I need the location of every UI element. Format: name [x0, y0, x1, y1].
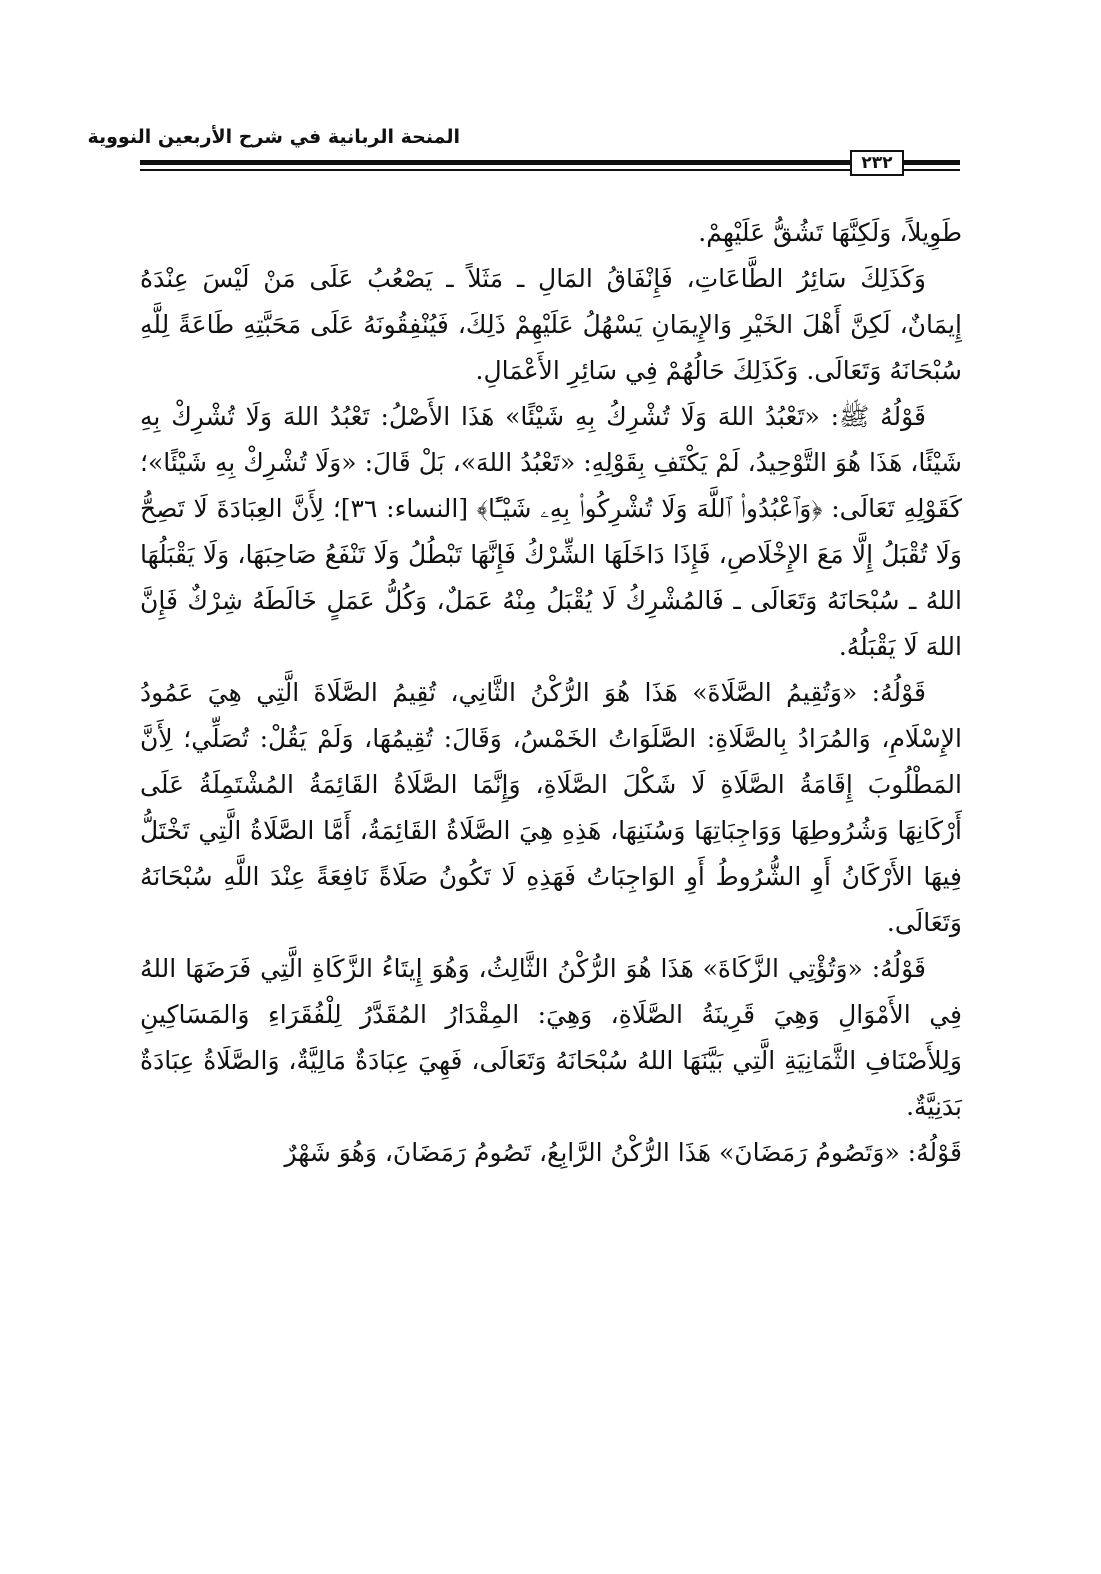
- paragraph: قَوْلُهُ: «وَتُؤْتِي الزَّكَاةَ» هَذَا هُوَ الرُّكْنُ الثَّالِثُ، وَهُوَ إِيتَاءُ الزَّكَاةِ الَّتِي فَرَضَهَا اللهُ فِي الأَمْوَالِ وَهِيَ قَرِينَةُ الصَّلَاةِ، وَهِيَ: المِقْدَارُ المُقَدَّرُ لِلْفُقَرَاءِ وَالمَسَاكِينِ وَلِلأَصْنَافِ الثَّمَانِيَةِ الَّتِي بَيَّنَهَا اللهُ سُبْحَانَهُ وَتَعَالَى، فَهِيَ عِبَادَةٌ مَالِيَّةٌ، وَالصَّلَاةُ عِبَادَةٌ بَدَنِيَّةٌ.: [140, 954, 962, 1121]
- paragraph: قَوْلُهُ ﷺ: «تَعْبُدُ اللهَ وَلَا تُشْرِكُ بِهِ شَيْئًا» هَذَا الأَصْلُ: تَعْبُدُ اللهَ وَلَا تُشْرِكْ بِهِ شَيْئًا، هَذَا هُوَ التَّوْحِيدُ، لَمْ يَكْتَفِ بِقَوْلِهِ: «تَعْبُدُ اللهَ»، بَلْ قَالَ: «وَلَا تُشْرِكْ بِهِ شَيْئًا»؛ كَقَوْلِهِ تَعَالَى: ﴿وَٱعْبُدُوا۟ ٱللَّهَ وَلَا تُشْرِكُوا۟ بِهِۦ شَيْـًٔا﴾ [النساء: ٣٦]؛ لِأَنَّ العِبَادَةَ لَا تَصِحُّ وَلَا تُقْبَلُ إِلَّا مَعَ الإِخْلَاصِ، فَإِذَا دَاخَلَهَا الشِّرْكُ فَإِنَّهَا تَبْطُلُ وَلَا تَنْفَعُ صَاحِبَهَا، وَلَا يَقْبَلُهَا اللهُ ـ سُبْحَانَهُ وَتَعَالَى ـ فَالمُشْرِكُ لَا يُقْبَلُ مِنْهُ عَمَلٌ، وَكُلُّ عَمَلٍ خَالَطَهُ شِرْكٌ فَإِنَّ اللهَ لَا يَقْبَلُهُ.: [140, 402, 962, 661]
- header-tab-thick: [904, 160, 960, 165]
- paragraph: قَوْلُهُ: «وَتَصُومُ رَمَضَانَ» هَذَا الرُّكْنُ الرَّابِعُ، تَصُومُ رَمَضَانَ، وَهُوَ شَهْرٌ: [284, 1138, 962, 1167]
- paragraph: وَكَذَلِكَ سَائِرُ الطَّاعَاتِ، فَإِنْفَاقُ المَالِ ـ مَثَلاً ـ يَصْعُبُ عَلَى مَنْ لَيْسَ عِنْدَهُ إِيمَانٌ، لَكِنَّ أَهْلَ الخَيْرِ وَالإِيمَانِ يَسْهُلُ عَلَيْهِمْ ذَلِكَ، فَيُنْفِقُونَهُ عَلَى مَحَبَّتِهِ طَاعَةً لِلَّهِ سُبْحَانَهُ وَتَعَالَى. وَكَذَلِكَ حَالُهُمْ فِي سَائِرِ الأَعْمَالِ.: [140, 264, 962, 385]
- header-tab-thin: [904, 169, 960, 171]
- paragraph: طَوِيلاً، وَلَكِنَّهَا تَشُقُّ عَلَيْهِمْ.: [698, 218, 962, 247]
- paragraph: قَوْلُهُ: «وَتُقِيمُ الصَّلَاةَ» هَذَا هُوَ الرُّكْنُ الثَّانِي، تُقِيمُ الصَّلَاةَ الَّتِي هِيَ عَمُودُ الإِسْلَامِ، وَالمُرَادُ بِالصَّلَاةِ: الصَّلَوَاتُ الخَمْسُ، وَقَالَ: تُقِيمُهَا، وَلَمْ يَقُلْ: تُصَلِّي؛ لِأَنَّ المَطْلُوبَ إِقَامَةُ الصَّلَاةِ لَا شَكْلَ الصَّلَاةِ، وَإِنَّمَا الصَّلَاةُ القَائِمَةُ المُشْتَمِلَةُ عَلَى أَرْكَانِهَا وَشُرُوطِهَا وَوَاجِبَاتِهَا وَسُنَنِهَا، هَذِهِ هِيَ الصَّلَاةُ القَائِمَةُ، أَمَّا الصَّلَاةُ الَّتِي تَخْتَلُّ فِيهَا الأَرْكَانُ أَوِ الشُّرُوطُ أَوِ الوَاجِبَاتُ فَهَذِهِ لَا تَكُونُ صَلَاةً نَافِعَةً عِنْدَ اللَّهِ سُبْحَانَهُ وَتَعَالَى.: [140, 678, 962, 937]
- header-rule-thick: [140, 160, 850, 165]
- running-header-title: المنحة الربانية في شرح الأربعين النووية: [87, 126, 460, 148]
- page-number: ٢٣٢: [850, 150, 904, 176]
- header-rule-thin: [140, 169, 850, 171]
- body-text: [140, 210, 962, 1176]
